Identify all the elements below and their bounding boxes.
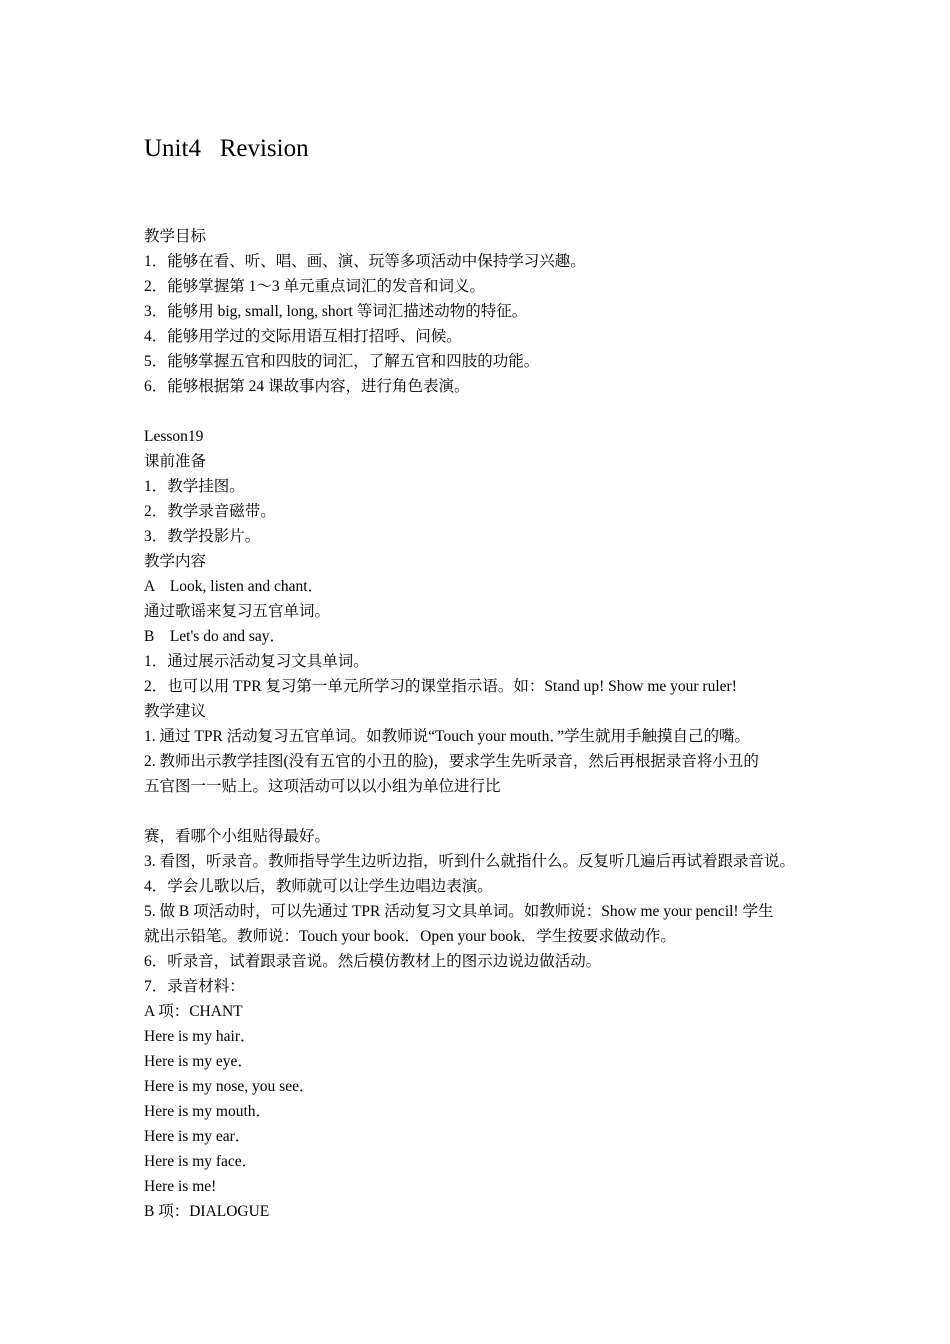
text-line: Here is me!: [144, 1178, 217, 1195]
text-line: 1. 通过 TPR 活动复习五官单词。如教师说“Touch your mouth．”学生就用手触摸自己的嘴。: [144, 728, 750, 745]
blank-line: [144, 399, 824, 424]
text-line: 4．学会儿歌以后，教师就可以让学生边唱边表演。: [144, 878, 493, 895]
text-line: 2．教学录音磁带。: [144, 503, 276, 520]
text-line: 赛，看哪个小组贴得最好。: [144, 828, 331, 845]
text-line: Here is my mouth．: [144, 1103, 271, 1120]
text-line: B Let's do and say．: [144, 628, 285, 645]
text-line: 3. 看图，听录音。教师指导学生边听边指，听到什么就指什么。反复听几遍后再试着跟录音说。: [144, 853, 796, 870]
text-line: 就出示铅笔。教师说：Touch your book．Open your book．学生按要求做动作。: [144, 928, 676, 945]
text-line: 教学目标: [144, 228, 207, 245]
text-line: 课前准备: [144, 453, 207, 470]
text-line: 通过歌谣来复习五官单词。: [144, 603, 331, 620]
text-line: 2．能够掌握第 1～3 单元重点词汇的发音和词义。: [144, 278, 486, 295]
text-line: 6．能够根据第 24 课故事内容，进行角色表演。: [144, 378, 470, 395]
text-line: B 项：DIALOGUE: [144, 1203, 270, 1220]
text-line: 1．教学挂图。: [144, 478, 245, 495]
text-line: A 项：CHANT: [144, 1003, 243, 1020]
text-line: 2. 教师出示教学挂图(没有五官的小丑的脸)，要求学生先听录音，然后再根据录音将小丑的: [144, 753, 759, 770]
text-line: 1．能够在看、听、唱、画、演、玩等多项活动中保持学习兴趣。: [144, 253, 586, 270]
document-title: Unit4 Revision: [144, 135, 309, 162]
document-body: [144, 224, 824, 1224]
text-line: A Look, listen and chant．: [144, 578, 324, 595]
text-line: 2．也可以用 TPR 复习第一单元所学习的课堂指示语。如：Stand up! Show me your ruler!: [144, 678, 737, 695]
text-line: 3．教学投影片。: [144, 528, 261, 545]
text-line: 5．能够掌握五官和四肢的词汇，了解五官和四肢的功能。: [144, 353, 540, 370]
text-line: 1．通过展示活动复习文具单词。: [144, 653, 369, 670]
text-line: Here is my ear．: [144, 1128, 251, 1145]
text-line: 4．能够用学过的交际用语互相打招呼、问候。: [144, 328, 462, 345]
text-line: 教学内容: [144, 553, 207, 570]
blank-line: [144, 799, 824, 824]
text-line: Here is my nose, you see．: [144, 1078, 315, 1095]
text-line: 6．听录音，试着跟录音说。然后模仿教材上的图示边说边做活动。: [144, 953, 602, 970]
text-line: 3．能够用 big, small, long, short 等词汇描述动物的特征。: [144, 303, 528, 320]
text-line: Here is my hair．: [144, 1028, 256, 1045]
text-line: 5. 做 B 项活动时，可以先通过 TPR 活动复习文具单词。如教师说：Show me your pencil! 学生: [144, 903, 774, 920]
text-line: 教学建议: [144, 703, 207, 720]
text-line: 五官图一一贴上。这项活动可以以小组为单位进行比: [144, 778, 501, 795]
text-line: Here is my face．: [144, 1153, 258, 1170]
text-line: Here is my eye．: [144, 1053, 253, 1070]
text-line: Lesson19: [144, 428, 204, 445]
text-line: 7．录音材料：: [144, 978, 245, 995]
